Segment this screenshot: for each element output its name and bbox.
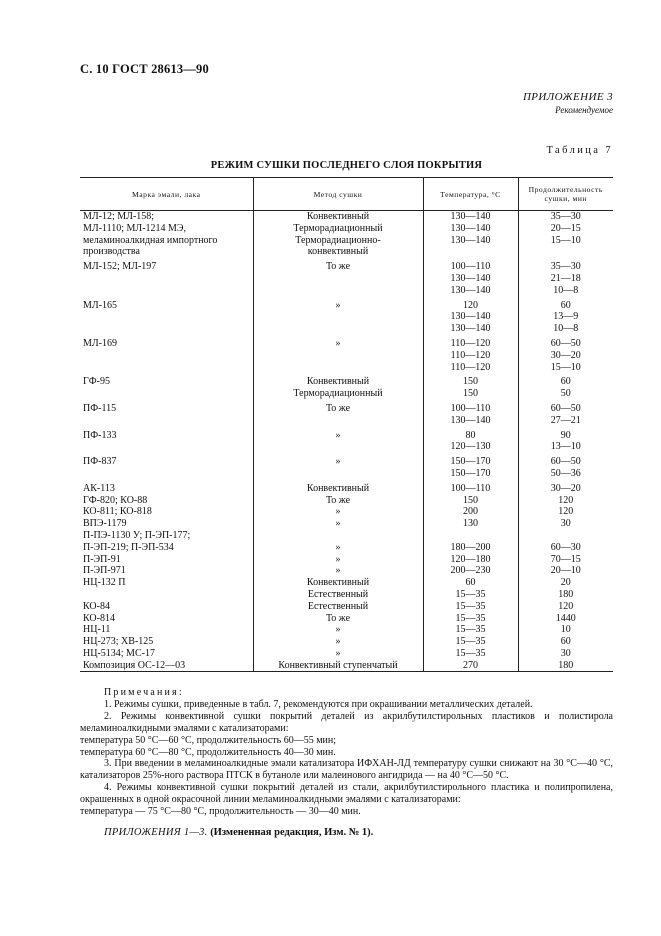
cell-duration	[518, 495, 613, 507]
cell-brand	[80, 403, 253, 430]
cell-duration	[518, 554, 613, 566]
cell-line: 35—30	[550, 261, 581, 273]
cell-line: 10—8	[553, 284, 579, 296]
table-row	[80, 376, 613, 403]
cell-line: Конвективный	[306, 376, 370, 388]
cell-line: НЦ-11	[83, 624, 111, 636]
cell-method	[253, 506, 423, 518]
cell-line: 130—140	[450, 323, 491, 335]
cell-line: П-ЭП-91	[83, 553, 121, 565]
cell-line: »	[335, 647, 341, 659]
cell-line: 60—50	[550, 337, 581, 349]
cell-line: производства	[83, 246, 140, 258]
cell-line: КО-811; КО-818	[83, 506, 152, 518]
cell-line: 130—140	[450, 234, 491, 246]
cell-brand	[80, 601, 253, 613]
cell-method	[253, 518, 423, 530]
cell-line: »	[335, 337, 341, 349]
cell-temperature	[423, 261, 518, 299]
cell-line: МЛ-1110; МЛ-1214 МЭ,	[83, 222, 187, 234]
cell-line: 150	[463, 494, 478, 506]
cell-temperature	[423, 554, 518, 566]
cell-temperature	[423, 636, 518, 648]
cell-line: 13—9	[553, 311, 579, 323]
amendment-note	[80, 827, 613, 839]
cell-line: МЛ-152; МЛ-197	[83, 261, 157, 273]
cell-line: »	[335, 429, 341, 441]
cell-line: 100—110	[450, 261, 491, 273]
cell-line: 30—20	[550, 349, 581, 361]
cell-brand	[80, 648, 253, 660]
cell-temperature	[423, 624, 518, 636]
cell-line: Конвективный	[306, 482, 370, 494]
appendix-subtitle: Рекомендуемое	[555, 105, 613, 115]
column-header-brand: Марка эмали, лака	[80, 178, 253, 211]
cell-temperature	[423, 506, 518, 518]
table-row	[80, 483, 613, 495]
cell-line: 15—35	[455, 612, 486, 624]
cell-line: ГФ-820; КО-88	[83, 494, 148, 506]
cell-duration	[518, 518, 613, 530]
cell-line: 150	[463, 388, 478, 400]
cell-line	[521, 530, 612, 542]
cell-line: 60—50	[550, 456, 581, 468]
cell-line: КО-84	[83, 600, 110, 612]
table-row	[80, 338, 613, 376]
cell-duration	[518, 601, 613, 613]
cell-duration	[518, 403, 613, 430]
cell-line: 15—35	[455, 647, 486, 659]
cell-line: 130—140	[450, 272, 491, 284]
cell-brand	[80, 518, 253, 530]
cell-line: 15—10	[550, 361, 581, 373]
cell-temperature	[423, 211, 518, 262]
cell-line: 200	[463, 506, 478, 518]
cell-line: »	[335, 553, 341, 565]
table-row	[80, 456, 613, 483]
cell-line: 130—140	[450, 222, 491, 234]
table-row	[80, 648, 613, 660]
cell-temperature	[423, 376, 518, 403]
cell-line: 100—110	[450, 482, 491, 494]
cell-line: 27—21	[550, 414, 581, 426]
table-number: Таблица 7	[546, 145, 613, 156]
cell-line: 130—140	[450, 284, 491, 296]
table-row	[80, 518, 613, 530]
drying-modes-table	[80, 177, 613, 672]
cell-duration	[518, 483, 613, 495]
cell-line: Терморадиационный	[293, 388, 383, 400]
cell-line: 21—18	[550, 272, 581, 284]
note-item: температура 50 °С—60 °С, продолжительность 60—55 мин;	[80, 734, 337, 746]
cell-line: меламиноалкидная импортного	[83, 234, 218, 246]
cell-brand	[80, 430, 253, 457]
cell-duration	[518, 613, 613, 625]
cell-line: 1440	[555, 612, 576, 624]
cell-method	[253, 376, 423, 403]
cell-line: 120	[558, 494, 574, 506]
note-item: 2. Режимы конвективной сушки покрытий деталей из акрилбутилстирольных пластиков и полистирола меламиноалкидными эмалями с катализаторами:	[80, 710, 613, 734]
cell-line: »	[335, 506, 341, 518]
table-row	[80, 613, 613, 625]
cell-line: 130—140	[450, 211, 491, 222]
cell-line: П-ЭП-219; П-ЭП-534	[83, 541, 174, 553]
cell-method	[253, 601, 423, 613]
cell-method	[253, 624, 423, 636]
cell-temperature	[423, 577, 518, 601]
table-row	[80, 403, 613, 430]
cell-line: МЛ-169	[83, 337, 118, 349]
cell-line: 60	[560, 636, 571, 648]
cell-duration	[518, 338, 613, 376]
page-header: С. 10 ГОСТ 28613—90	[80, 62, 209, 76]
cell-line: Композиция ОС-12—03	[83, 659, 186, 671]
cell-method	[253, 565, 423, 577]
cell-method	[253, 530, 423, 554]
cell-method	[253, 554, 423, 566]
cell-duration	[518, 565, 613, 577]
cell-line: 60	[560, 299, 571, 311]
cell-brand	[80, 483, 253, 495]
cell-line: НЦ-5134; МС-17	[83, 647, 155, 659]
cell-line: »	[335, 565, 341, 577]
cell-line: То же	[325, 612, 351, 624]
cell-method	[253, 636, 423, 648]
cell-line	[256, 530, 421, 542]
appendix-heading	[523, 91, 613, 115]
cell-line: То же	[325, 494, 351, 506]
cell-temperature	[423, 456, 518, 483]
cell-brand	[80, 376, 253, 403]
cell-line: конвективный	[307, 246, 369, 258]
cell-line: 15—35	[455, 624, 486, 636]
table-row	[80, 660, 613, 672]
cell-line: 35—30	[550, 211, 581, 222]
cell-line: 200—230	[450, 565, 491, 577]
cell-line: П-ЭП-971	[83, 565, 126, 577]
cell-temperature	[423, 660, 518, 672]
cell-line: 60—50	[550, 402, 581, 414]
cell-temperature	[423, 601, 518, 613]
cell-temperature	[423, 338, 518, 376]
cell-method	[253, 648, 423, 660]
cell-brand	[80, 456, 253, 483]
cell-line: 270	[463, 659, 478, 671]
cell-line: 150—170	[450, 467, 491, 479]
cell-line: 180	[558, 588, 574, 600]
cell-method	[253, 403, 423, 430]
cell-line: 110—120	[450, 337, 491, 349]
note-item: 4. Режимы конвективной сушки покрытий деталей из стали, акрилбутилстирольного пластика и полипропилена, окрашенных в одной окрасочной линии меламиноалкидными эмалями с катализаторами:	[80, 782, 613, 806]
cell-line: ГФ-95	[83, 376, 111, 388]
cell-line	[426, 530, 516, 542]
column-header-method: Метод сушки	[253, 178, 423, 211]
table-row	[80, 554, 613, 566]
cell-line: 20—10	[550, 565, 581, 577]
cell-line: ПФ-837	[83, 456, 117, 468]
cell-line: То же	[325, 261, 351, 273]
cell-line: 130—140	[450, 311, 491, 323]
cell-duration	[518, 261, 613, 299]
table-title: РЕЖИМ СУШКИ ПОСЛЕДНЕГО СЛОЯ ПОКРЫТИЯ	[210, 160, 483, 171]
cell-method	[253, 338, 423, 376]
cell-brand	[80, 554, 253, 566]
cell-line: »	[335, 624, 341, 636]
cell-line: 120	[558, 506, 574, 518]
cell-duration	[518, 211, 613, 262]
cell-temperature	[423, 613, 518, 625]
cell-temperature	[423, 648, 518, 660]
note-item: 3. При введении в меламиноалкидные эмали катализатора ИФХАН-ЛД температуру сушки снижают на 30 °С—40 °С, катализаторов 25%-ного раствора ПТСК в бутаноле или малеинового ангидрида — на 40 °С—50 °С.	[80, 758, 613, 782]
cell-brand	[80, 495, 253, 507]
cell-brand	[80, 660, 253, 672]
cell-brand	[80, 624, 253, 636]
cell-line: 130—140	[450, 414, 491, 426]
cell-temperature	[423, 300, 518, 338]
cell-line: НЦ-273; ХВ-125	[83, 636, 154, 648]
cell-method	[253, 211, 423, 262]
table-row	[80, 261, 613, 299]
cell-temperature	[423, 530, 518, 554]
cell-line: 50—36	[550, 467, 581, 479]
table-row	[80, 624, 613, 636]
cell-line: МЛ-165	[83, 299, 118, 311]
cell-line: НЦ-132 П	[83, 577, 126, 589]
cell-line: 150	[463, 376, 478, 388]
note-item: температура 60 °С—80 °С, продолжительность 40—30 мин.	[80, 746, 336, 758]
cell-duration	[518, 506, 613, 518]
cell-method	[253, 456, 423, 483]
cell-duration	[518, 636, 613, 648]
appendix-title: ПРИЛОЖЕНИЕ 3	[522, 91, 613, 103]
cell-method	[253, 577, 423, 601]
amendment-edition: (Измененная редакция, Изм. № 1).	[210, 826, 374, 838]
cell-line: 30	[560, 518, 571, 530]
cell-temperature	[423, 483, 518, 495]
table-row	[80, 430, 613, 457]
amendment-appendices: ПРИЛОЖЕНИЯ 1—3.	[104, 826, 208, 838]
cell-line: 90	[560, 429, 571, 441]
cell-line: ВПЭ-1179	[83, 518, 127, 530]
table-row	[80, 601, 613, 613]
cell-line: 110—120	[450, 361, 491, 373]
table-body	[80, 211, 613, 672]
cell-brand	[80, 338, 253, 376]
cell-brand	[80, 565, 253, 577]
cell-line: 180	[558, 659, 574, 671]
cell-temperature	[423, 403, 518, 430]
note-item: 1. Режимы сушки, приведенные в табл. 7, рекомендуются при окрашивании металлических деталей.	[104, 698, 533, 710]
cell-line: МЛ-12; МЛ-158;	[83, 211, 155, 222]
cell-method	[253, 495, 423, 507]
table-row	[80, 530, 613, 554]
cell-duration	[518, 624, 613, 636]
cell-line: 10—8	[553, 323, 579, 335]
cell-method	[253, 300, 423, 338]
cell-line: 120	[463, 299, 478, 311]
notes-heading: Примечания:	[104, 687, 184, 698]
cell-line: 100—110	[450, 402, 491, 414]
cell-line: Терморадиационный	[293, 222, 383, 234]
cell-line: »	[335, 456, 341, 468]
cell-temperature	[423, 430, 518, 457]
cell-line: 50	[560, 388, 571, 400]
table-row	[80, 577, 613, 601]
cell-line: 20—15	[550, 222, 581, 234]
cell-brand	[80, 577, 253, 601]
cell-line: 15—10	[550, 234, 581, 246]
cell-line: Естественный	[307, 588, 369, 600]
cell-line: »	[335, 299, 341, 311]
cell-brand	[80, 613, 253, 625]
cell-duration	[518, 456, 613, 483]
cell-line: 60	[560, 376, 571, 388]
cell-line: 110—120	[450, 349, 491, 361]
cell-method	[253, 430, 423, 457]
cell-duration	[518, 660, 613, 672]
cell-line: Естественный	[307, 600, 369, 612]
cell-brand	[80, 261, 253, 299]
cell-line: 30—20	[550, 482, 581, 494]
cell-line: 15—35	[455, 600, 486, 612]
cell-line: 10	[560, 624, 571, 636]
cell-line: 15—35	[455, 636, 486, 648]
table-row	[80, 636, 613, 648]
cell-brand	[80, 530, 253, 554]
cell-line: КО-814	[83, 612, 115, 624]
cell-line: Терморадиационно-	[295, 234, 381, 246]
cell-method	[253, 483, 423, 495]
cell-brand	[80, 506, 253, 518]
table-row	[80, 211, 613, 262]
cell-method	[253, 613, 423, 625]
table-row	[80, 300, 613, 338]
cell-line: ПФ-133	[83, 429, 117, 441]
cell-brand	[80, 636, 253, 648]
cell-line: »	[335, 518, 341, 530]
table-row	[80, 565, 613, 577]
cell-line: П-ПЭ-1130 У; П-ЭП-177;	[83, 529, 191, 541]
table-header-row	[80, 178, 613, 211]
cell-line: 30	[560, 647, 571, 659]
cell-temperature	[423, 565, 518, 577]
cell-brand	[80, 211, 253, 262]
cell-duration	[518, 430, 613, 457]
cell-line: »	[335, 541, 341, 553]
cell-line: Конвективный	[306, 211, 370, 222]
cell-temperature	[423, 518, 518, 530]
cell-line: 60	[465, 577, 476, 589]
cell-line: »	[335, 636, 341, 648]
note-item: температура — 75 °С—80 °С, продолжительность — 30—40 мин.	[80, 806, 361, 818]
cell-duration	[518, 577, 613, 601]
cell-duration	[518, 648, 613, 660]
cell-line: 80	[465, 429, 476, 441]
table-row	[80, 495, 613, 507]
cell-duration	[518, 530, 613, 554]
cell-line: 60—30	[550, 541, 581, 553]
cell-line: 120—130	[450, 441, 491, 453]
cell-duration	[518, 376, 613, 403]
cell-line: Конвективный	[306, 577, 370, 589]
cell-line: 120	[558, 600, 574, 612]
cell-line: 20	[560, 577, 571, 589]
cell-line: 120—180	[450, 553, 491, 565]
notes-section	[80, 687, 613, 839]
cell-line: 130	[463, 518, 478, 530]
cell-line: 13—10	[550, 441, 581, 453]
cell-line: ПФ-115	[83, 402, 117, 414]
cell-line: АК-113	[83, 482, 115, 494]
cell-line: 180—200	[450, 541, 491, 553]
cell-duration	[518, 300, 613, 338]
cell-line: 70—15	[550, 553, 581, 565]
table-row	[80, 506, 613, 518]
cell-brand	[80, 300, 253, 338]
cell-line: То же	[325, 402, 351, 414]
cell-line: Конвективный ступенчатый	[278, 659, 398, 671]
cell-temperature	[423, 495, 518, 507]
cell-method	[253, 660, 423, 672]
cell-line: 15—35	[455, 588, 486, 600]
cell-line: 150—170	[450, 456, 491, 468]
column-header-temperature: Температура, °С	[423, 178, 518, 211]
notes-list	[80, 699, 613, 818]
cell-method	[253, 261, 423, 299]
column-header-duration: Продолжительность сушки, мин	[518, 178, 613, 211]
